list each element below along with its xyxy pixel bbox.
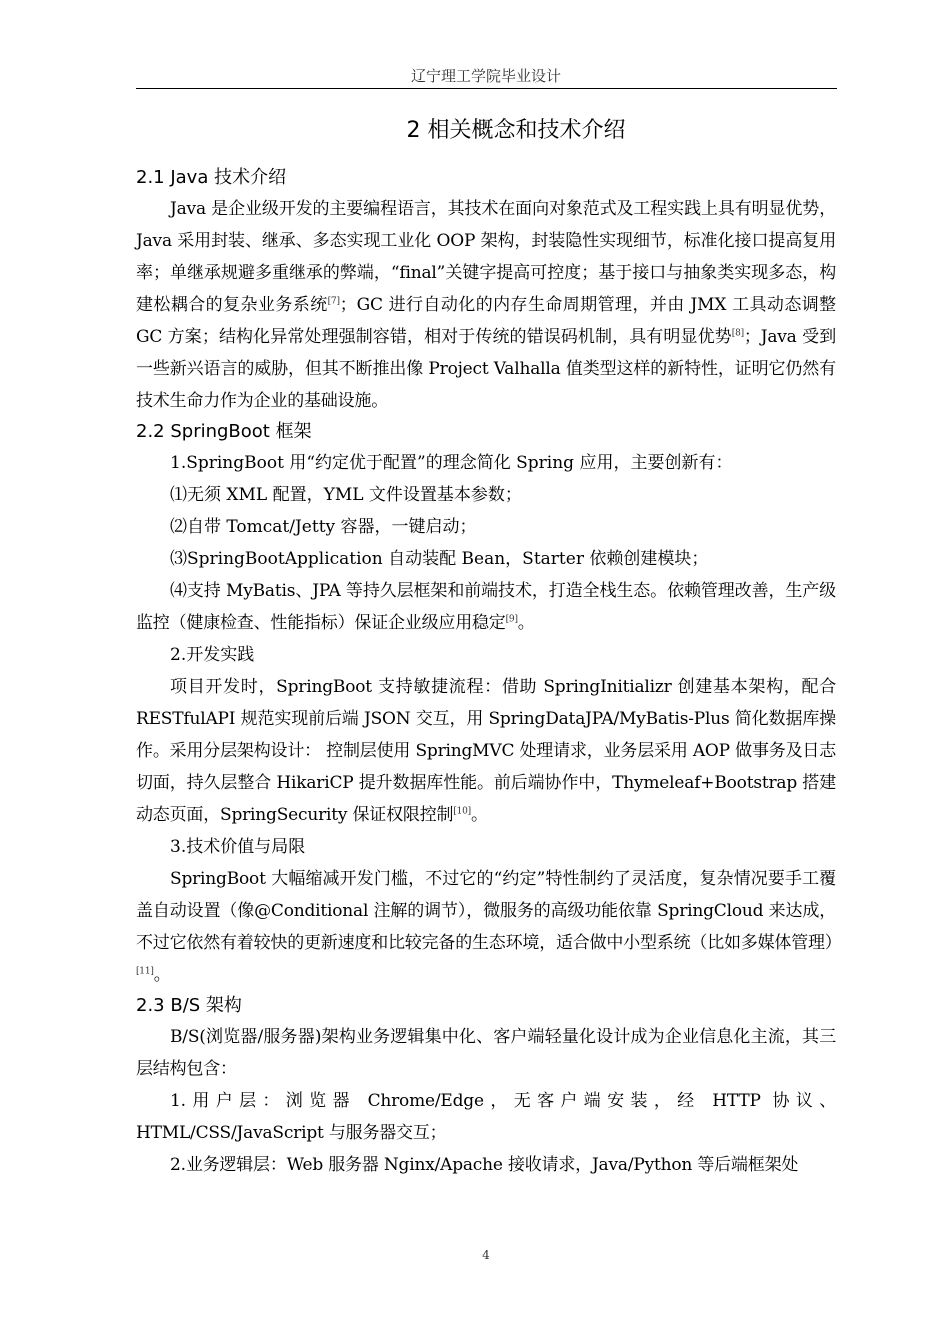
springboot-item-2: ⑵自带 Tomcat/Jetty 容器，一键启动； (170, 517, 477, 537)
citation-7: [7] (327, 296, 340, 307)
page-header: 辽宁理工学院毕业设计 (410, 67, 561, 85)
section-heading-bs: 2.3 B/S 架构 (136, 995, 242, 1016)
springboot-item-1: ⑴无须 XML 配置，YML 文件设置基本参数； (170, 485, 522, 505)
header-divider (136, 88, 837, 89)
citation-10: [10] (453, 806, 471, 817)
tech-value-paragraph: SpringBoot 大幅缩减开发门槛，不过它的“约定”特性制约了灵活度，复杂情况要手工覆盖自动设置（像@Conditional 注解的调节），微服务的高级功能依靠 SpringCloud 来达成，不过它依然有着较快的更新速度和比较完备的生态环境，适合做中小型系统（比如多媒体管理）[11]。 (136, 869, 842, 985)
springboot-item-3: ⑶SpringBootApplication 自动装配 Bean，Starter 依赖创建模块； (170, 549, 709, 569)
section-heading-springboot: 2.2 SpringBoot 框架 (136, 421, 312, 442)
springboot-item-4: ⑷支持 MyBatis、JPA 等持久层框架和前端技术，打造全栈生态。依赖管理改善，生产级监控（健康检查、性能指标）保证企业级应用稳定[9]。 (136, 581, 836, 633)
paragraph-java: Java 是企业级开发的主要编程语言，其技术在面向对象范式及工程实践上具有明显优势，Java 采用封装、继承、多态实现工业化 OOP 架构，封装隐性实现细节，标准化接口提高复用率；单继承规避多重继承的弊端，“final”关键字提高可控度；基于接口与抽象类实现多态，构建松耦合的复杂业务系统[7]；GC 进行自动化的内存生命周期管理，并由 JMX 工具动态调整 GC 方案；结构化异常处理强制容错，相对于传统的错误码机制，具有明显优势[8]；Java 受到一些新兴语言的威胁，但其不断推出像 Project Valhalla 值类型这样的新特性，证明它仍然有技术生命力作为企业的基础设施。 (136, 199, 837, 411)
citation-11: [11] (136, 966, 154, 977)
citation-8: [8] (731, 328, 744, 339)
dev-practice-paragraph: 项目开发时，SpringBoot 支持敏捷流程：借助 SpringInitializr 创建基本架构，配合 RESTfulAPI 规范实现前后端 JSON 交互，用 SpringDataJPA/MyBatis-Plus 简化数据库操作。采用分层架构设计： 控制层使用 SpringMVC 处理请求，业务层采用 AOP 做事务及日志切面，持久层整合 HikariCP 提升数据库性能。前后端协作中，Thymeleaf+Bootstrap 搭建动态页面，SpringSecurity 保证权限控制[10]。 (136, 677, 836, 825)
bs-intro: B/S(浏览器/服务器)架构业务逻辑集中化、客户端轻量化设计成为企业信息化主流，其三层结构包含： (136, 1027, 836, 1079)
bs-item-2: 2.业务逻辑层：Web 服务器 Nginx/Apache 接收请求，Java/Python 等后端框架处 (170, 1155, 799, 1175)
tech-value-heading: 3.技术价值与局限 (170, 837, 306, 857)
section-heading-java: 2.1 Java 技术介绍 (136, 167, 287, 188)
springboot-intro: 1.SpringBoot 用“约定优于配置”的理念简化 Spring 应用，主要创新有： (170, 453, 733, 473)
bs-item-1: 1.用户层：浏览器 Chrome/Edge，无客户端安装，经 HTTP 协议、HTML/CSS/JavaScript 与服务器交互； (136, 1091, 836, 1143)
dev-practice-heading: 2.开发实践 (170, 645, 255, 665)
page-number: 4 (482, 1248, 490, 1262)
chapter-title: 2 相关概念和技术介绍 (406, 118, 626, 143)
document-body (136, 163, 842, 1181)
citation-9: [9] (505, 614, 518, 625)
